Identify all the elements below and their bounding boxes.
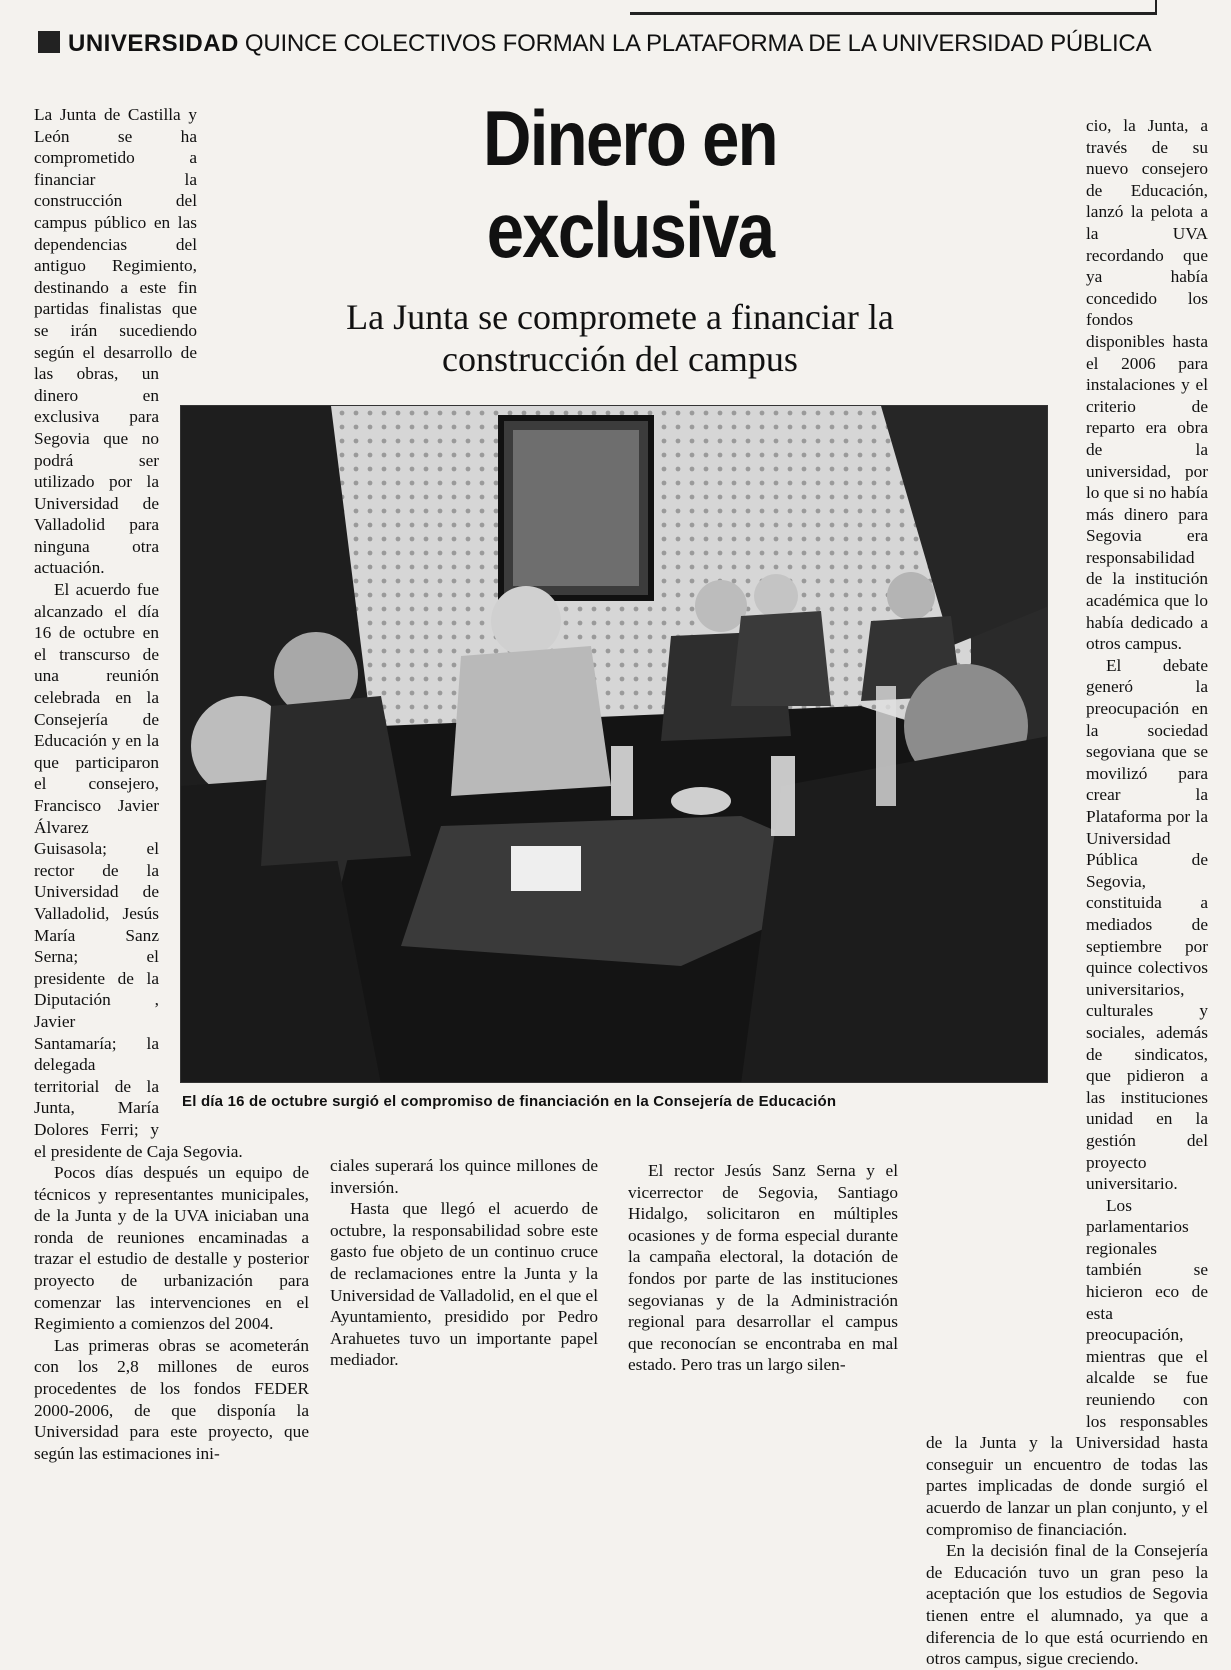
meeting-photo bbox=[180, 405, 1048, 1083]
article-paragraph: La Junta de Castilla y León se ha comprometido a financiar la construcción del campus público en las dependencias del antiguo Regimiento, destinando a este fin partidas finalistas que se irán sucediendo según el desarrollo de las obras, un dinero en exclusiva para Segovia que no podrá ser utilizado por la Universidad de Valladolid para ninguna otra actuación. bbox=[34, 105, 197, 578]
section-subtitle: QUINCE COLECTIVOS FORMAN LA PLATAFORMA DE LA UNIVERSIDAD PÚBLICA bbox=[244, 30, 1152, 57]
article-column-2 bbox=[330, 1155, 598, 1371]
article-paragraph: ciales superará los quince millones de inversión. bbox=[330, 1156, 598, 1197]
section-kicker bbox=[38, 30, 1188, 70]
article-paragraph: Los parlamentarios regionales también se hicieron eco de esta preocupación, mientras que el alcalde se fue reuniendo con los responsables de la Junta y la Universidad hasta conseguir un encuentro de todas las partes implicadas de donde surgió el acuerdo de lanzar un plan conjunto, y el compromiso de financiación. bbox=[926, 1195, 1208, 1539]
meeting-photo-image bbox=[181, 406, 1048, 1083]
layout-spacer bbox=[197, 104, 309, 384]
article-paragraph: Hasta que llegó el acuerdo de octubre, la responsabilidad sobre este gasto fue objeto de un continuo cruce de reclamaciones entre la Junta y la Universidad de Valladolid, en el que el Ayuntamiento, presidido por Pedro Arahuetes tuvo un importante papel mediador. bbox=[330, 1199, 598, 1370]
article-paragraph: En la decisión final de la Consejería de Educación tuvo un gran peso la aceptación que los estudios de Segovia tienen entre el alumnado, ya que a diferencia de lo que está ocurriendo en otros campus, sigue creciendo. bbox=[926, 1541, 1208, 1669]
subheadline: La Junta se compromete a financiar la construcción del campus bbox=[346, 297, 894, 379]
section-label: UNIVERSIDAD bbox=[68, 30, 239, 57]
article-paragraph: Pocos días después un equipo de técnicos y representantes municipales, de la Junta y de la UVA iniciaban una ronda de reuniones encaminadas a trazar el estudio de destalle y posterior proyecto de urbanización para comenzar las intervenciones en el Regimiento a comienzos del 2004. bbox=[34, 1163, 309, 1334]
article-paragraph: Las primeras obras se acometerán con los 2,8 millones de euros procedentes de los fondos FEDER 2000-2006, de que disponía la Universidad para este proyecto, que según las estimaciones ini- bbox=[34, 1335, 309, 1463]
top-rule bbox=[630, 0, 1157, 15]
article-paragraph: El acuerdo fue alcanzado el día 16 de octubre en el transcurso de una reunión celebrada en la Consejería de Educación y en la que participaron el consejero, Francisco Javier Álvarez Guisasola; el rector de la Universidad de Valladolid, Jesús María Sanz Serna; el presidente de la Diputación , Javier Santamaría; la delegada territorial de la Junta, María Dolores Ferri; y el presidente de Caja Segovia. bbox=[34, 580, 243, 1161]
article-paragraph: El debate generó la preocupación en la sociedad segoviana que se movilizó para crear la Plataforma por la Universidad Pública de Segovia, constituida a mediados de septiembre por quince colectivos universitarios, culturales y sociales, además de sindicatos, que pidieron a las instituciones unidad en la gestión del proyecto universitario. bbox=[1086, 655, 1208, 1194]
photo-caption: El día 16 de octubre surgió el compromiso de financiación en la Consejería de Educación bbox=[182, 1093, 837, 1110]
article-column-3 bbox=[628, 1160, 898, 1376]
square-bullet-icon bbox=[38, 31, 60, 53]
headline: Dinero en exclusiva bbox=[483, 94, 777, 274]
article-paragraph: cio, la Junta, a través de su nuevo consejero de Educación, lanzó la pelota a la UVA recordando que ya había concedido los fondos disponibles hasta el 2006 para instalaciones y el criterio de reparto era obra de la universidad, por lo que si no había más dinero para Segovia era responsabilidad de la institución académica que lo había dedicado a otros campus. bbox=[1086, 116, 1208, 654]
article-paragraph: El rector Jesús Sanz Serna y el vicerrector de Segovia, Santiago Hidalgo, solicitaron en múltiples ocasiones y de forma especial durante la campaña electoral, la dotación de fondos por parte de las instituciones segovianas y de la Administración regional para desarrollar el campus que reconocían se encontraba en mal estado. Pero tras un largo silen- bbox=[628, 1161, 898, 1375]
